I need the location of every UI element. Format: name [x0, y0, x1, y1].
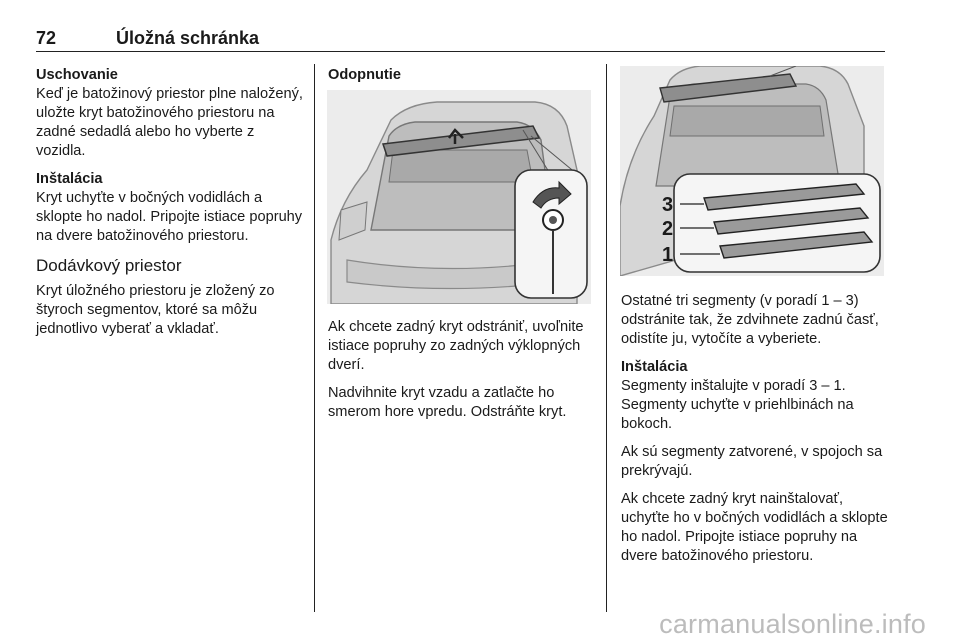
text-odopnutie-2: Nadvihnite kryt vzadu a zatlačte ho smerom hore vpredu. Odstráňte kryt. [328, 385, 567, 420]
heading-uschovanie: Uschovanie [36, 67, 118, 83]
column-3 [621, 292, 889, 575]
column-divider-2 [606, 64, 607, 612]
text-uschovanie: Keď je batožinový priestor plne naložený, uložte kryt batožinového priestoru na zadné sedadlá alebo ho vyberte z vozidla. [36, 86, 303, 159]
text-cover-install: Ak chcete zadný kryt nainštalovať, uchyťte ho v bočných vodidlách a sklopte ho nadol. Pripojte istiace popruhy na dvere batožinového priestoru. [621, 491, 888, 564]
text-dodavkovy-priestor: Kryt úložného priestoru je zložený zo štyroch segmentov, ktoré sa môžu jednotlivo vyberať a vkladať. [36, 283, 275, 337]
text-segments-overlap: Ak sú segmenty zatvorené, v spojoch sa prekrývajú. [621, 444, 883, 479]
column-1 [36, 66, 304, 348]
text-instalacia: Kryt uchyťte v bočných vodidlách a sklopte ho nadol. Pripojte istiace popruhy na dvere batožinového priestoru. [36, 190, 303, 244]
column-2 [328, 66, 596, 85]
illustration-strap-release [327, 90, 591, 304]
illustration-cover-segments [620, 66, 884, 276]
callout-1: 1 [662, 244, 674, 266]
page-number: 72 [36, 28, 57, 48]
header-rule [36, 51, 885, 52]
callout-3: 3 [662, 194, 674, 216]
watermark: carmanualsonline.info [659, 609, 926, 639]
column-divider-1 [314, 64, 315, 612]
text-segments-remove: Ostatné tri segmenty (v poradí 1 – 3) odstránite tak, že zdvihnete zadnú časť, odistíte ju, vytočíte a vyberiete. [621, 293, 879, 347]
column-2-text [328, 318, 596, 431]
page-title: Úložná schránka [116, 28, 260, 48]
text-segments-install: Segmenty inštalujte v poradí 3 – 1. Segmenty uchyťte v priehlbinách na bokoch. [621, 378, 854, 432]
heading-dodavkovy-priestor: Dodávkový priestor [36, 256, 182, 275]
heading-odopnutie: Odopnutie [328, 67, 401, 83]
page-header [36, 28, 885, 50]
heading-instalacia-2: Inštalácia [621, 359, 688, 375]
callout-2: 2 [662, 218, 674, 240]
text-odopnutie-1: Ak chcete zadný kryt odstrániť, uvoľnite istiace popruhy zo zadných výklopných dverí. [328, 319, 584, 373]
heading-instalacia: Inštalácia [36, 171, 103, 187]
